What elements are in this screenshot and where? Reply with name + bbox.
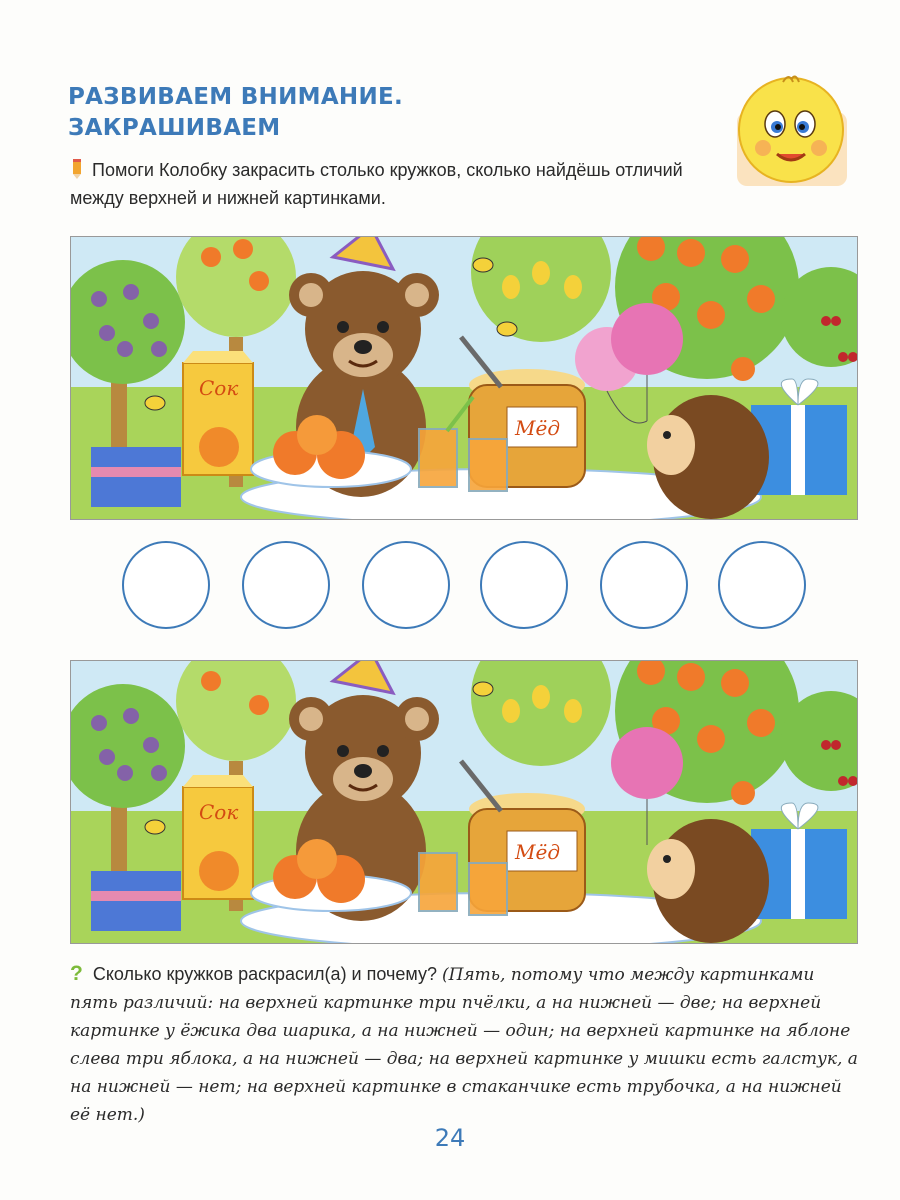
answer-circle-1[interactable] (122, 541, 210, 629)
bee-1 (473, 258, 493, 272)
juice-label: Сок (199, 376, 239, 400)
title-line-1: РАЗВИВАЕМ ВНИМАНИЕ. (68, 84, 404, 110)
juice-box (183, 775, 253, 899)
top-picture (70, 236, 858, 520)
question-block (70, 960, 860, 1129)
question-mark-icon: ? (70, 962, 83, 985)
juice-label: Сок (199, 800, 239, 824)
page-title (68, 82, 403, 144)
balloon-2 (611, 303, 683, 375)
bee-2 (497, 322, 517, 336)
pencil-icon (70, 159, 84, 179)
kolobok-icon (733, 72, 851, 190)
bee-1 (473, 682, 493, 696)
answer-circles (122, 541, 812, 633)
bottom-picture (70, 660, 858, 944)
honey-label: Мёд (515, 840, 560, 864)
title-line-2: ЗАКРАШИВАЕМ (68, 115, 281, 141)
bee-2 (145, 820, 165, 834)
instruction-body: Помоги Колобку закрасить столько кружков, сколько найдёшь отличий между верхней и нижней картинками. (70, 160, 683, 208)
bee-3 (145, 396, 165, 410)
answer-circle-2[interactable] (242, 541, 330, 629)
instruction-text (70, 156, 720, 212)
answer-circle-4[interactable] (480, 541, 568, 629)
question-answer: (Пять, потому что между картинками пять различий: на верхней картинке три пчёлки, а на нижней — две; на верхней картинке у ёжика два шарика, а на нижней — один; на верхней картинке на яблоне слева три яблока, а на нижней — два; на верхней картинке у мишки есть галстук, а на нижней — нет; на верхней картинке в стаканчике есть трубочка, а на нижней её нет.) (70, 965, 858, 1125)
answer-circle-3[interactable] (362, 541, 450, 629)
honey-label: Мёд (515, 416, 560, 440)
juice-box (183, 351, 253, 475)
balloon-1 (611, 727, 683, 799)
page-number: 24 (434, 1124, 466, 1152)
answer-circle-6[interactable] (718, 541, 806, 629)
answer-circle-5[interactable] (600, 541, 688, 629)
question-prompt: Сколько кружков раскрасил(а) и почему? (92, 964, 437, 984)
